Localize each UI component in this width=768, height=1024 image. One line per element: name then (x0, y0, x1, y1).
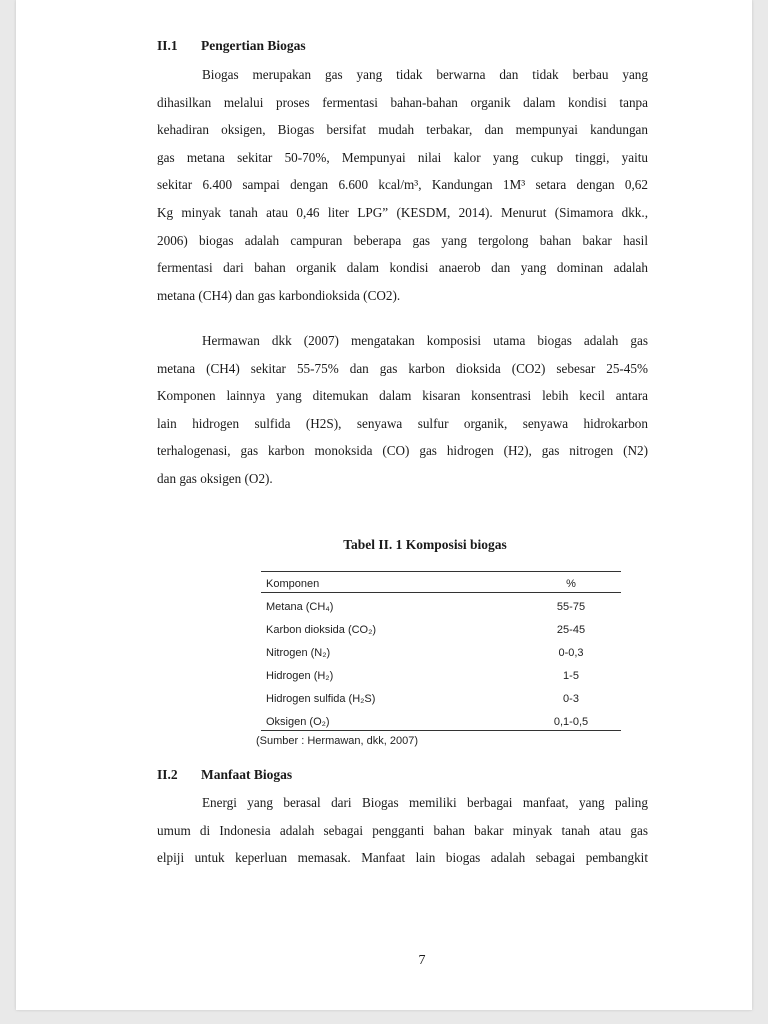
cell-percent: 0-0,3 (558, 647, 584, 659)
text-line: Energi yang berasal dari Biogas memiliki berbagai manfaat, yang paling (202, 795, 648, 810)
table-source: (Sumber : Hermawan, dkk, 2007) (256, 735, 419, 747)
text-line: lain hidrogen sulfida (H2S), senyawa sulfur organik, senyawa hidrokarbon (157, 415, 648, 431)
cell-percent: 1-5 (563, 670, 579, 682)
text-line: elpiji untuk keperluan memasak. Manfaat lain biogas adalah sebagai pembangkit (157, 850, 648, 866)
table-caption (16, 537, 752, 553)
text-line: fermentasi dari bahan organik dalam kondisi anaerob dan yang dominan adalah (157, 260, 648, 276)
text-line: metana (CH4) sekitar 55-75% dan gas karbon dioksida (CO2) sebesar 25-45% (157, 360, 648, 376)
cell-component: Metana (CH₄) (266, 601, 334, 613)
table-title: Tabel II. 1 Komposisi biogas (343, 537, 507, 552)
text-line: Komponen lainnya yang ditemukan dalam kisaran konsentrasi lebih kecil antara (157, 388, 648, 404)
table-row (261, 624, 621, 646)
table-bottom-rule (261, 730, 621, 731)
text-line: gas metana sekitar 50-70%, Mempunyai nilai kalor yang cukup tinggi, yaitu (157, 149, 648, 165)
document-page (16, 0, 752, 1010)
section-number: II.2 (157, 767, 178, 782)
text-line: Hermawan dkk (2007) mengatakan komposisi utama biogas adalah gas (202, 333, 648, 348)
table-row (261, 693, 621, 715)
table-header-row (261, 578, 621, 600)
text-line: dihasilkan melalui proses fermentasi bahan-bahan organik dalam kondisi tanpa (157, 94, 648, 110)
text-line: 2006) biogas adalah campuran beberapa gas yang tergolong bahan bakar hasil (157, 232, 648, 248)
cell-component: Karbon dioksida (CO₂) (266, 624, 377, 636)
section-heading-1 (157, 38, 306, 54)
text-line: kehadiran oksigen, Biogas bersifat mudah terbakar, dan mempunyai kandungan (157, 122, 648, 138)
table-row (261, 601, 621, 623)
paragraph-biogas-benefits (157, 789, 648, 872)
cell-component: Nitrogen (N₂) (266, 647, 331, 659)
text-line: metana (CH4) dan gas karbondioksida (CO2). (157, 287, 401, 303)
text-line: dan gas oksigen (O2). (157, 470, 273, 486)
text-line: Kg minyak tanah atau 0,46 liter LPG” (KESDM, 2014). Menurut (Simamora dkk., (157, 204, 648, 220)
table-row (261, 647, 621, 669)
paragraph-biogas-definition (157, 61, 648, 309)
text-line: umum di Indonesia adalah sebagai pengganti bahan bakar minyak tanah atau gas (157, 822, 648, 838)
section-heading-2 (157, 767, 292, 783)
text-line: sekitar 6.400 sampai dengan 6.600 kcal/m³, Kandungan 1M³ setara dengan 0,62 (157, 177, 648, 193)
cell-percent: 0-3 (563, 693, 579, 705)
header-percent: % (566, 578, 576, 590)
table-top-rule (261, 571, 621, 572)
cell-percent: 25-45 (556, 624, 586, 636)
section-title: Pengertian Biogas (201, 38, 306, 53)
text-line: terhalogenasi, gas karbon monoksida (CO) gas hidrogen (H2), gas nitrogen (N2) (157, 443, 648, 459)
header-component: Komponen (266, 578, 320, 590)
cell-component: Hidrogen sulfida (H₂S) (266, 693, 376, 705)
cell-percent: 55-75 (556, 601, 586, 613)
section-title: Manfaat Biogas (201, 767, 293, 782)
section-number: II.1 (157, 38, 178, 53)
paragraph-biogas-composition (157, 327, 648, 493)
table-header-rule (261, 592, 621, 593)
text-line: Biogas merupakan gas yang tidak berwarna dan tidak berbau yang (202, 67, 648, 82)
page-number-text: 7 (418, 953, 426, 968)
table-row (261, 670, 621, 692)
page-number (16, 953, 752, 969)
cell-component: Oksigen (O₂) (266, 716, 330, 728)
cell-percent: 0,1-0,5 (553, 716, 589, 728)
cell-component: Hidrogen (H₂) (266, 670, 334, 682)
